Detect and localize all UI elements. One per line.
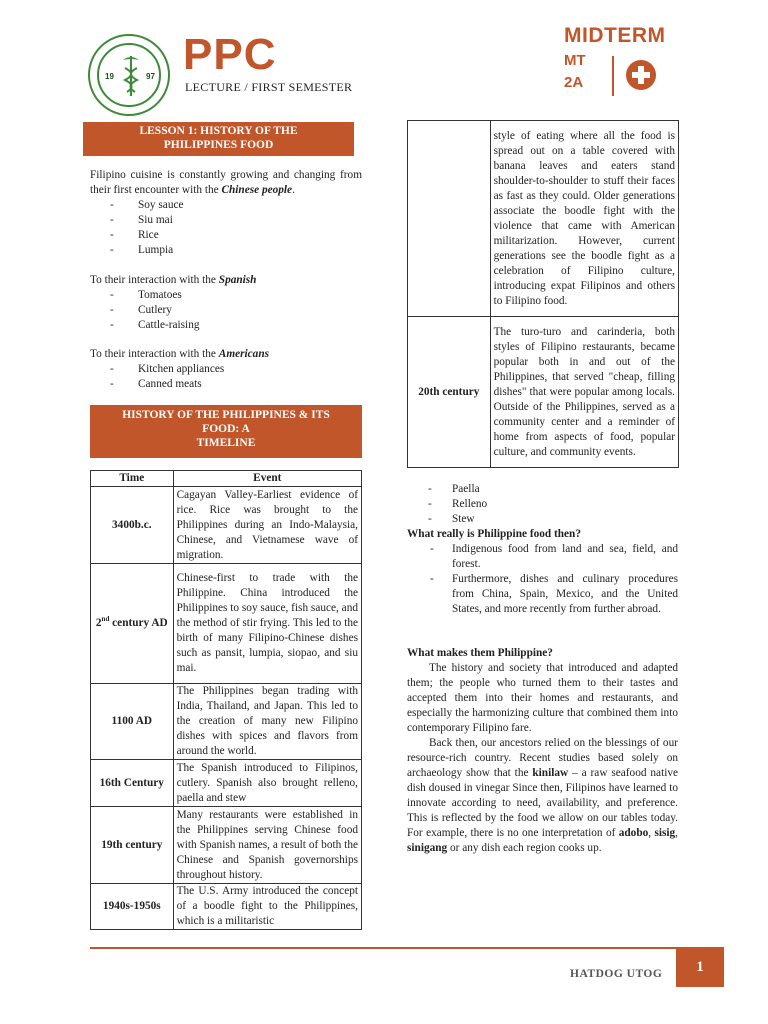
- timeline-banner-line2: FOOD: A: [202, 423, 250, 435]
- spanish-emphasis: Spanish: [218, 274, 257, 286]
- medical-cross-icon: [626, 60, 656, 90]
- intro-end: .: [292, 184, 295, 196]
- column-header-time: Time: [91, 471, 174, 487]
- sisig-term: sisig: [654, 827, 676, 839]
- seal-year-right: 97: [146, 72, 155, 81]
- list-item: - Canned meats: [110, 377, 224, 392]
- timeline-event: Many restaurants were established in the Philippines serving Chinese food with Spanish names, a result of both the Chinese and Spanish governorships throughout history.: [173, 807, 361, 884]
- timeline-event: The Spanish introduced to Filipinos, cutlery. Spanish also brought relleno, paella and stew: [173, 760, 361, 807]
- american-paragraph: [90, 347, 362, 362]
- american-emphasis: Americans: [218, 348, 269, 360]
- time-ordinal: nd: [101, 615, 110, 624]
- spanish-paragraph: [90, 273, 362, 288]
- timeline-time: 20th century: [408, 317, 491, 468]
- para-text: ,: [648, 827, 655, 839]
- timeline-event: The Philippines began trading with India, Thailand, and Japan. This led to the creation of many new Filipino dishes with spices and flavors from around the world.: [173, 684, 361, 760]
- timeline-table: [90, 470, 362, 930]
- para-text: Back then, our ancestors relied on the blessings of our resource-rich country. Recent studies based solely on archaeology show that the: [407, 737, 678, 779]
- timeline-time: 19th century: [91, 807, 174, 884]
- table-row: [91, 684, 362, 760]
- history-paragraph: The history and society that introduced and adapted them; the people who turned them to their tastes and accepted them into their homes and restaurants, and especially the harmonizing culture that combined them into contemporary Filipino fare.: [407, 662, 678, 734]
- ancestors-paragraph: [407, 736, 678, 856]
- table-row: [408, 317, 679, 468]
- lecture-subtitle: LECTURE / FIRST SEMESTER: [185, 80, 353, 94]
- table-row: [408, 121, 679, 317]
- brand-title: PPC: [183, 30, 277, 79]
- timeline-table-continued: [407, 120, 679, 468]
- intro-paragraph: [90, 168, 362, 198]
- para-text: ,: [675, 827, 678, 839]
- intro-text: Filipino cuisine is constantly growing and changing from their first encounter with the: [90, 169, 362, 196]
- header-divider: [612, 56, 614, 96]
- intro-emphasis: Chinese people: [221, 184, 293, 196]
- timeline-event: style of eating where all the food is spread out on a table covered with banana leaves and eaters stand shoulder-to-shoulder to stuff their faces as fast as they could. Older generations associate the boodle fight with the violence that came with American militarization. However, current generations see the boodle fight as a celebration of Filipino culture, introducing expat Filipinos and others to Filipino food.: [490, 121, 678, 317]
- list-item: - Relleno: [406, 497, 487, 512]
- time-suffix: century AD: [109, 617, 168, 629]
- timeline-event: Chinese-first to trade with the Philippine. China introduced the Philippines to soy sauce, fish sauce, and the method of stir frying. This led to the birth of many Filipino-Chinese dishes such as pansit, lumpia, siopao, and siu mai.: [173, 564, 361, 684]
- list-item: - Soy sauce: [110, 198, 184, 213]
- list-item: - Rice: [110, 228, 184, 243]
- page-number: 1: [676, 947, 724, 987]
- adobo-term: adobo: [618, 827, 649, 839]
- question-heading-1: What really is Philippine food then?: [407, 528, 581, 540]
- list-item: - Cutlery: [110, 303, 200, 318]
- timeline-time: 16th Century: [91, 760, 174, 807]
- footer-divider: [90, 947, 722, 949]
- course-code: MT: [564, 52, 586, 69]
- school-seal-logo: [88, 34, 170, 116]
- timeline-banner: [90, 405, 362, 458]
- table-row: [91, 807, 362, 884]
- timeline-time: 3400b.c.: [91, 487, 174, 564]
- timeline-time: 1940s-1950s: [91, 884, 174, 930]
- list-item: - Furthermore, dishes and culinary procedures from China, Spain, Mexico, and the United States, and more recently from further abroad.: [408, 572, 678, 617]
- table-row: [91, 564, 362, 684]
- lesson-banner: [83, 122, 354, 156]
- philippine-food-bullets: [408, 542, 678, 617]
- caduceus-icon: [119, 54, 143, 98]
- para-text: – a raw seafood native dish doused in vinegar Since then, Filipinos have learned to innovate according to need, availability, and preference. This is reflected by the food we allow on our tables today. For example, there is no one interpretation of: [407, 767, 679, 839]
- timeline-event: Cagayan Valley-Earliest evidence of rice. Rice was brought to the Philippines during an Indo-Malaysia, Chinese, and Vietnamese wave of migration.: [173, 487, 361, 564]
- list-item: - Kitchen appliances: [110, 362, 224, 377]
- list-item: - Stew: [406, 512, 487, 527]
- lesson-banner-line2: PHILIPPINES FOOD: [163, 139, 274, 151]
- kinilaw-term: kinilaw: [532, 767, 569, 779]
- american-items-list: [110, 362, 224, 392]
- section-label: 2A: [564, 74, 584, 91]
- list-item: - Lumpia: [110, 243, 184, 258]
- list-item: - Cattle-raising: [110, 318, 200, 333]
- spanish-items-list: [110, 288, 200, 333]
- timeline-banner-line1: HISTORY OF THE PHILIPPINES & ITS: [122, 409, 330, 421]
- timeline-time: 1100 AD: [91, 684, 174, 760]
- list-item: - Indigenous food from land and sea, field, and forest.: [408, 542, 678, 572]
- timeline-event: The turo-turo and carinderia, both styles of Filipino restaurants, became popular both in and out of the Philippines, that served "cheap, filling dishes" that were popular among locals. Outside of the Philippines, served as a community center and a reminder of home from aspects of food, popular culture, and community events.: [490, 317, 678, 468]
- midterm-label: MIDTERM: [564, 24, 666, 47]
- table-row: [91, 760, 362, 807]
- american-text: To their interaction with the: [90, 348, 219, 360]
- para-text: or any dish each region cooks up.: [447, 842, 602, 854]
- list-item: - Siu mai: [110, 213, 184, 228]
- table-header-row: [91, 471, 362, 487]
- list-item: - Tomatoes: [110, 288, 200, 303]
- spanish-dishes-list: [406, 482, 487, 527]
- seal-year-left: 19: [105, 72, 114, 81]
- timeline-time: [91, 564, 174, 684]
- question-heading-2: What makes them Philippine?: [407, 647, 553, 659]
- lesson-banner-line1: LESSON 1: HISTORY OF THE: [139, 125, 298, 137]
- table-row: [91, 487, 362, 564]
- table-row: [91, 884, 362, 930]
- timeline-time: [408, 121, 491, 317]
- timeline-event: The U.S. Army introduced the concept of a boodle fight to the Philippines, which is a militaristic: [173, 884, 361, 930]
- column-header-event: Event: [173, 471, 361, 487]
- sinigang-term: sinigang: [407, 842, 448, 854]
- list-item: - Paella: [406, 482, 487, 497]
- spanish-text: To their interaction with the: [90, 274, 219, 286]
- time-number: 2: [95, 617, 102, 629]
- chinese-items-list: [110, 198, 184, 258]
- footer-name: HATDOG UTOG: [570, 968, 663, 980]
- timeline-banner-line3: TIMELINE: [196, 437, 256, 449]
